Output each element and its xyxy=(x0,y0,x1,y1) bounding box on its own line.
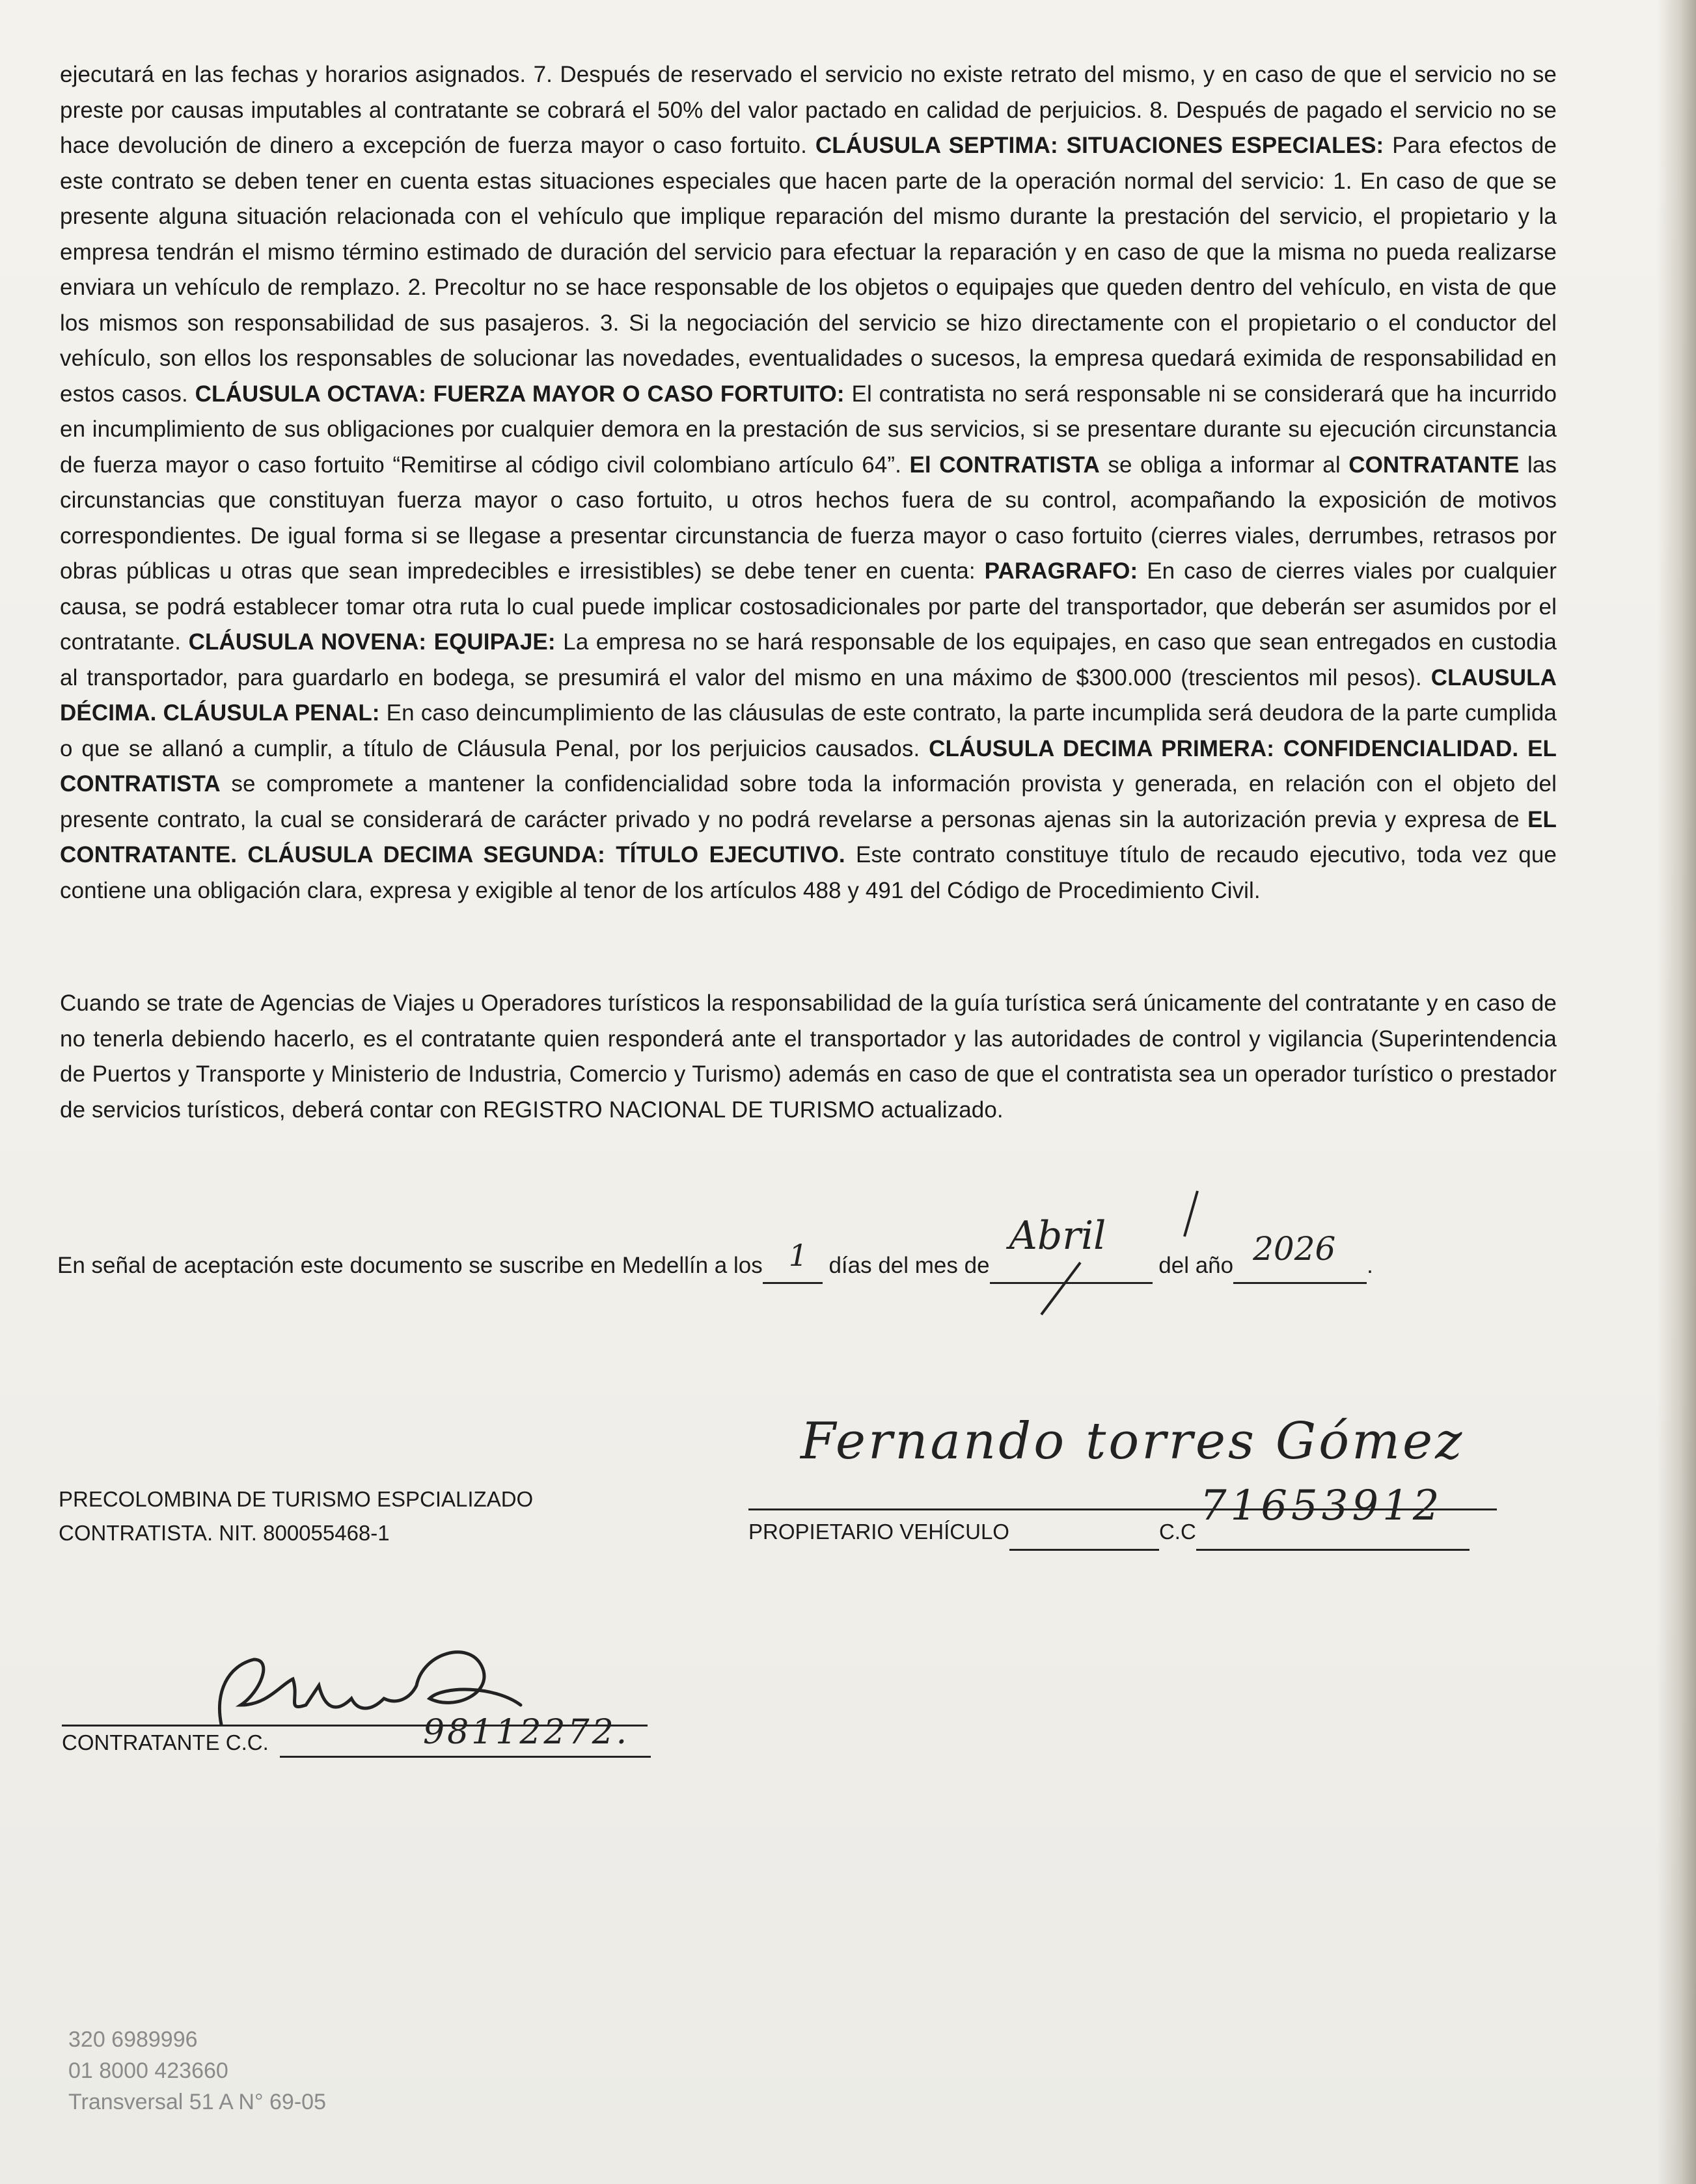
month-handwritten: Abril xyxy=(1009,1213,1106,1259)
contractor-block xyxy=(59,1482,533,1550)
company-nit: CONTRATISTA. NIT. 800055468-1 xyxy=(59,1521,390,1545)
client-cc-line xyxy=(280,1756,651,1758)
clause-9-heading: CLÁUSULA NOVENA: EQUIPAJE: xyxy=(188,629,556,655)
clause-12-heading: CLÁUSULA DECIMA SEGUNDA: TÍTULO EJECUTIVO. xyxy=(237,842,845,867)
owner-block xyxy=(748,1482,1470,1551)
clause-11-heading: CLÁUSULA DECIMA PRIMERA: CONFIDENCIALIDAD. EL CONTRATISTA xyxy=(60,735,1557,797)
clause-8-contratista: El CONTRATISTA xyxy=(909,452,1100,478)
client-cc-label: CONTRATANTE C.C. xyxy=(62,1730,269,1754)
clause-8-text-b: se obliga a informar al xyxy=(1099,452,1349,478)
footer-phone-2: 01 8000 423660 xyxy=(68,2058,228,2083)
footer-address: Transversal 51 A N° 69-05 xyxy=(68,2090,326,2114)
owner-label: PROPIETARIO VEHÍCULO xyxy=(748,1520,1009,1544)
acceptance-text-3: del año xyxy=(1158,1253,1234,1278)
owner-cc-field xyxy=(1196,1482,1470,1551)
owner-cc-handwritten: 71653912 xyxy=(1199,1482,1443,1530)
contract-clauses xyxy=(60,57,1557,908)
footer-contact xyxy=(68,2024,326,2118)
month-slash-stroke xyxy=(1035,1184,1243,1321)
owner-cc-label: C.C xyxy=(1158,1520,1196,1544)
clause-7-text: Para efectos de este contrato se deben tener en cuenta estas situaciones especiales que hacen parte de la operación normal del servicio: 1. En caso de que se presente alguna situación relacionada con el vehículo que implique reparación del mismo durante la prestación del servicio, el propietario y la empresa tendrán el mismo término estimado de duración del servicio para efectuar la reparación y en caso de que la misma no pueda realizarse enviara un vehículo de remplazo. 2. Precoltur no se hace responsable de los objetos o equipajes que queden dentro del vehículo, en vista de que los mismos son responsabilidad de sus pasajeros. 3. Si la negociación del servicio se hizo directamente con el propietario o el conductor del vehículo, son ellos los responsables de solucionar las novedades, eventualidades o sucesos, la empresa quedará eximida de responsabilidad en estos casos. xyxy=(60,133,1557,407)
day-handwritten: 1 xyxy=(788,1238,808,1273)
clause-7-heading: CLÁUSULA SEPTIMA: SITUACIONES ESPECIALES: xyxy=(815,133,1384,158)
clause-8-heading: CLÁUSULA OCTAVA: FUERZA MAYOR O CASO FORTUITO: xyxy=(195,381,845,407)
year-field xyxy=(1233,1230,1367,1284)
client-block xyxy=(62,1726,269,1760)
owner-blank xyxy=(1009,1515,1159,1551)
footer-phone-1: 320 6989996 xyxy=(68,2027,198,2052)
clause-12-text: Este contrato constituye título de recaudo ejecutivo, toda vez que contiene una obligación clara, expresa y exigible al tenor de los artículos 488 y 491 del Código de Procedimiento Civil. xyxy=(60,842,1557,903)
clause-10-heading: CLAUSULA DÉCIMA. CLÁUSULA PENAL: xyxy=(60,664,1557,726)
paragrafo-text: En caso de cierres viales por cualquier causa, se podrá establecer tomar otra ruta lo cual puede implicar costosadicionales por parte del transportador, que deberán ser asumidos por el contratante. xyxy=(60,558,1557,655)
page-edge-shadow xyxy=(1657,0,1696,2184)
clause-6-end: ejecutará en las fechas y horarios asignados. 7. Después de reservado el servicio no existe retrato del mismo, y en caso de que el servicio no se preste por causas imputables al contratante se cobrará el 50% del valor pactado en calidad de perjuicios. 8. Después de pagado el servicio no se hace devolución de dinero a excepción de fuerza mayor o caso fortuito. xyxy=(60,62,1557,158)
year-handwritten: 2026 xyxy=(1253,1230,1336,1268)
clause-9-text: La empresa no se hará responsable de los equipajes, en caso que sean entregados en custodia al transportador, para guardarlo en bodega, se presumirá el valor del mismo en una máximo de $300.000 (trescientos mil pesos). xyxy=(60,629,1557,690)
clause-11-text: se compromete a mantener la confidencialidad sobre toda la información provista y generada, en relación con el objeto del presente contrato, la cual se considerará de carácter privado y no podrá revelarse a personas ajenas sin la autorización previa y expresa de xyxy=(60,771,1557,832)
company-name: PRECOLOMBINA DE TURISMO ESPCIALIZADO xyxy=(59,1487,534,1511)
clause-11-contratante: EL CONTRATANTE. xyxy=(60,806,1557,867)
tour-operators-paragraph: Cuando se trate de Agencias de Viajes u Operadores turísticos la responsabilidad de la guía turística será únicamente del contratante y en caso de no tenerla debiendo hacerlo, es el contratante quien responderá ante el transportador y las autoridades de control y vigilancia (Superintendencia de Puertos y Transporte y Ministerio de Industria, Comercio y Turismo) además en caso de que el contratista sea un operador turístico o prestador de servicios turísticos, deberá contar con REGISTRO NACIONAL DE TURISMO actualizado. xyxy=(60,990,1557,1123)
clause-8-text-c: las circunstancias que constituyan fuerza mayor o caso fortuito, u otros hechos fuera de su control, acompañando la exposición de motivos correspondientes. De igual forma si se llegase a presentar circunstancia de fuerza mayor o caso fortuito (cierres viales, derrumbes, retrasos por obras públicas u otras que sean impredecibles e irresistibles) se debe tener en cuenta: xyxy=(60,452,1557,584)
owner-handwritten-name: Fernando torres Gómez xyxy=(800,1412,1465,1471)
client-cc-handwritten: 98112272. xyxy=(423,1713,630,1752)
paragrafo-heading: PARAGRAFO: xyxy=(984,558,1138,584)
clause-8-text-a: El contratista no será responsable ni se considerará que ha incurrido en incumplimiento de sus obligaciones por cualquier demora en la prestación de sus servicios, si se presentare durante su ejecución circunstancia de fuerza mayor o caso fortuito “Remitirse al código civil colombiano artículo 64”. xyxy=(60,381,1557,478)
acceptance-text-2: días del mes de xyxy=(828,1253,990,1278)
acceptance-text-1: En señal de aceptación este documento se suscribe en Medellín a los xyxy=(57,1253,763,1278)
clause-10-text: En caso deincumplimiento de las cláusulas de este contrato, la parte incumplida será deudora de la parte cumplida o que se allanó a cumplir, a título de Cláusula Penal, por los perjuicios causados. xyxy=(60,700,1557,761)
clause-8-contratante: CONTRATANTE xyxy=(1348,452,1520,478)
acceptance-line xyxy=(57,1213,1489,1284)
acceptance-period: . xyxy=(1367,1253,1373,1278)
day-field xyxy=(763,1238,823,1284)
